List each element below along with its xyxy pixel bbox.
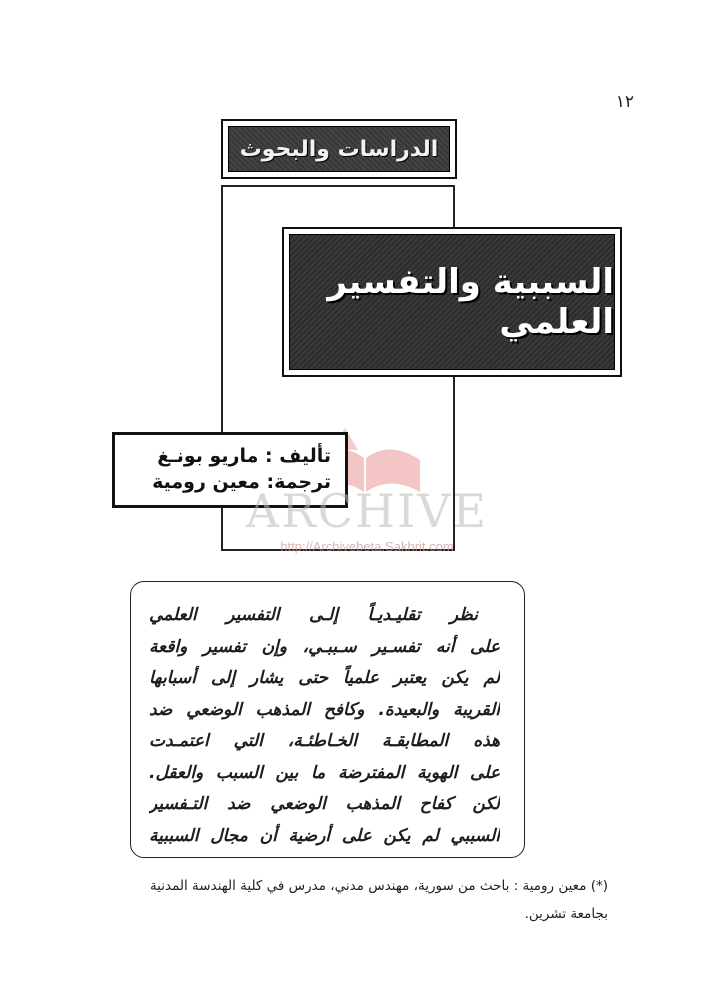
section-title: الدراسات والبحوث [239, 136, 439, 162]
abstract-line: نظر تقليـديـاً إلـى التفسير العلمي [149, 605, 478, 625]
abstract-line: لم يكن يعتبر علمياً حتى يشار إلى أسبابها [149, 668, 500, 688]
section-banner [221, 119, 457, 179]
footnote-line: بجامعة تشرين. [524, 906, 608, 922]
abstract-box [130, 581, 525, 858]
section-banner-fill [228, 126, 450, 172]
abstract-line: على الهوية المفترضة ما بين السبب والعقل. [149, 762, 500, 783]
footnote-line: (*) معين رومية : باحث من سورية، مهندس مدني، مدرس في كلية الهندسة المدنية [149, 878, 608, 894]
abstract-line: السببي لم يكن على أرضية أن مجال السببية [149, 825, 500, 846]
abstract-line: لكن كفاح المذهب الوضعي ضد التـفسير [149, 794, 500, 814]
article-title-fill [289, 234, 615, 370]
watermark-url: http://Archivebeta.Sakhrit.com [280, 539, 454, 554]
translator-line: ترجمة: معين رومية [152, 471, 331, 493]
footnote [120, 872, 608, 928]
abstract-line: على أنه تفسـير سـببـي، وإن تفسير واقعة [149, 636, 500, 657]
article-title: السببية والتفسير العلمي [327, 262, 614, 342]
abstract-line: القريبة والبعيدة. وكافح المذهب الوضعي ضد [149, 699, 500, 720]
abstract-line: هذه المطابقـة الخـاطئـة، التي اعتمـدت [149, 731, 500, 751]
article-title-box [282, 227, 622, 377]
author-line: تأليف : ماريو بونـغ [157, 445, 331, 467]
page-number: ١٢ [615, 92, 634, 112]
watermark-text: ARCHIVE [245, 484, 489, 538]
